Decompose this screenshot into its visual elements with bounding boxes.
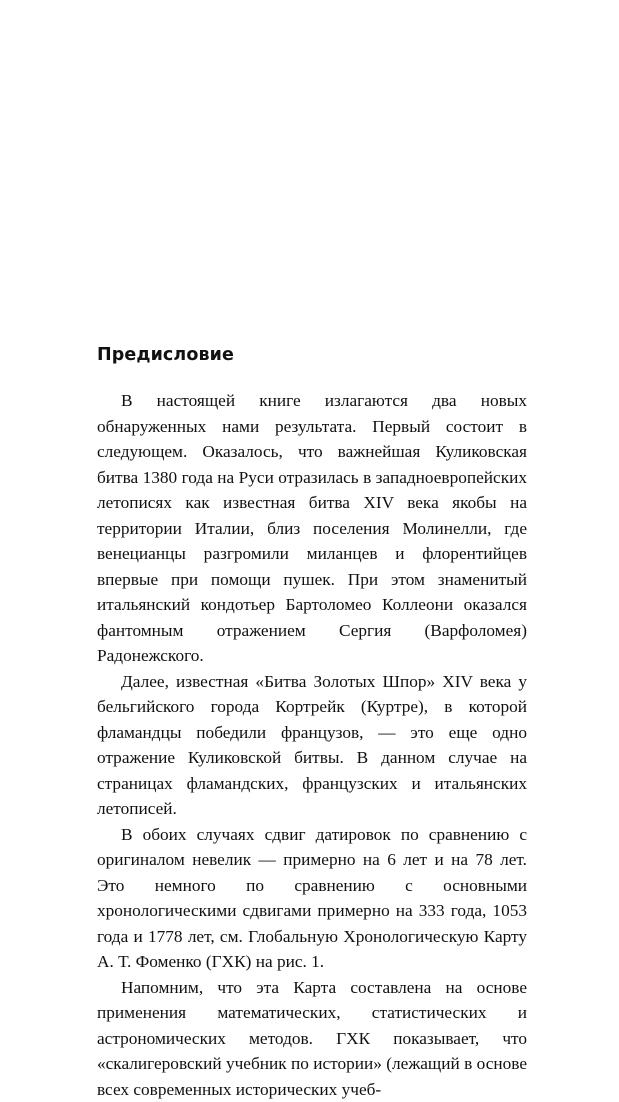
paragraph: В настоящей книге излагаются два новых обнаруженных нами результата. Первый состоит в следующем. Оказалось, что важнейшая Куликовская битва 1380 года на Руси отразилась в западноевропейских летописях как известная битва XIV века якобы на территории Италии, близ поселения Молинелли, где венецианцы разгромили миланцев и флорентийцев впервые при помощи пушек. При этом знаменитый итальянский кондотьер Бартоломео Коллеони оказался фантомным отражением Сергия (Варфоломея) Радонежского. [97, 388, 527, 669]
paragraph: Далее, известная «Битва Золотых Шпор» XIV века у бельгийского города Кортрейк (Куртре), в которой фламандцы победили французов, — это еще одно отражение Куликовской битвы. В данном случае на страницах фламандских, французских и итальянских летописей. [97, 669, 527, 822]
section-heading: Предисловие [97, 343, 527, 367]
paragraph: В обоих случаях сдвиг датировок по сравнению с оригиналом невелик — примерно на 6 лет и на 78 лет. Это немного по сравнению с основными хронологическими сдвигами примерно на 333 года, 1053 года и 1778 лет, см. Глобальную Хронологическую Карту А. Т. Фоменко (ГХК) на рис. 1. [97, 822, 527, 975]
paragraph: Напомним, что эта Карта составлена на основе применения математических, статистических и астрономических методов. ГХК показывает, что «скалигеровский учебник по истории» (лежащий в основе всех современных исторических учеб- [97, 975, 527, 1102]
body-text [97, 388, 527, 1102]
